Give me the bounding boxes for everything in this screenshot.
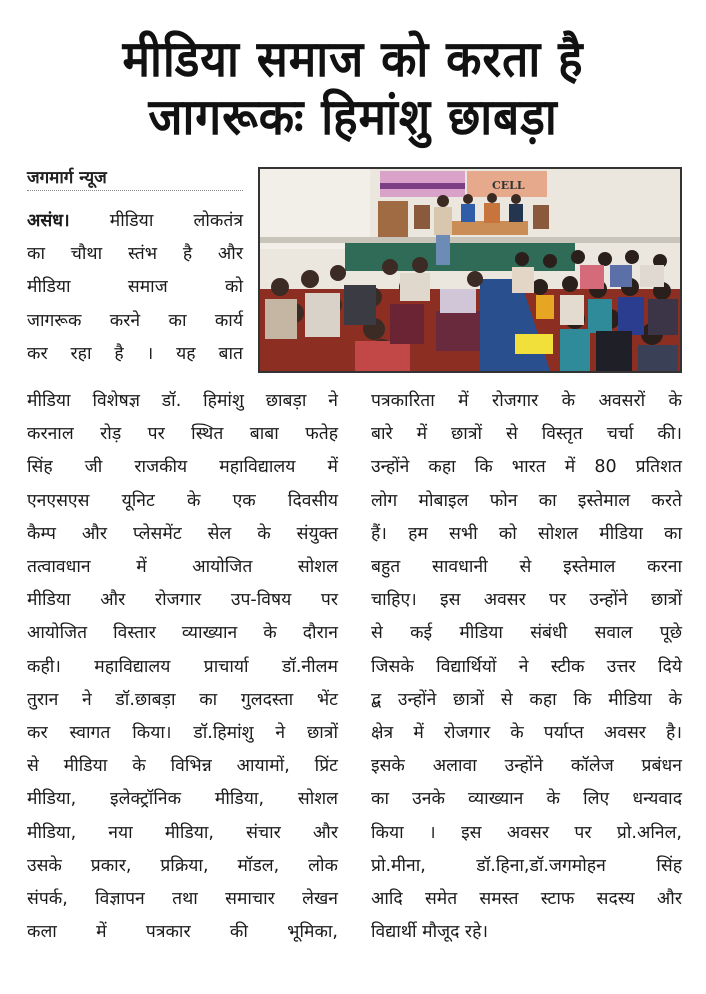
column-1-line: मीडिया, नया मीडिया, संचार और [27,822,338,843]
column-1-line: मीडिया, इलेक्ट्रॉनिक मीडिया, सोशल [27,789,338,810]
intro-line: मीडिया समाज को [27,277,243,298]
column-1-line: कर स्वागत किया। डॉ.हिमांशु ने छात्रों [27,723,338,744]
intro-line: मीडिया लोकतंत्र [109,211,243,231]
column-2-line: प्रो.मीना, डॉ.हिना,डॉ.जगमोहन सिंह [371,855,682,876]
column-1-line: कैम्प और प्लेसमेंट सेल के संयुक्त [27,523,338,544]
column-1-line: से मीडिया के विभिन्न आयामों, प्रिंट [27,756,338,777]
svg-text:CELL: CELL [492,179,525,192]
column-1-line: मीडिया विशेषज्ञ डॉ. हिमांशु छाबड़ा ने [27,391,338,411]
column-1-line: मीडिया और रोजगार उप-विषय पर [27,590,338,611]
intro-line: का चौथा स्तंभ है और [27,244,243,265]
column-1-line: संपर्क, विज्ञापन तथा समाचार लेखन [27,889,338,910]
dateline: असंध। [27,211,70,231]
column-2-line: द्ब उन्होंने छात्रों से कहा कि मीडिया के [371,689,682,710]
intro-line: कर रहा है । यह बात [27,343,243,364]
column-2-line: बहुत सावधानी से इस्तेमाल करना [371,557,682,578]
column-1-line: कही। महाविद्यालय प्राचार्या डॉ.नीलम [27,656,338,677]
news-photo [258,167,682,373]
column-2-line: उन्होंने कहा कि भारत में 80 प्रतिशत [371,457,682,478]
column-2-line: क्षेत्र में रोजगार के पर्याप्त अवसर है। [371,723,682,744]
headline [28,30,678,146]
column-2-line: लोग मोबाइल फोन का इस्तेमाल करते [371,490,682,511]
column-2-line: से कई मीडिया संबंधी सवाल पूछे [371,623,682,644]
column-2-line: का उनके व्याख्यान के लिए धन्यवाद [371,789,682,810]
column-2-line: बारे में छात्रों से विस्तृत चर्चा की। [371,424,682,445]
column-1-line: तुरान ने डॉ.छाबड़ा का गुलदस्ता भेंट [27,689,338,710]
headline-line-1: मीडिया समाज को करता है [122,30,584,88]
column-2-line: आदि समेत समस्त स्टाफ सदस्य और [371,889,682,910]
headline-line-2: जागरूकः हिमांशु छाबड़ा [148,88,558,146]
column-1-line: उसके प्रकार, प्रक्रिया, मॉडल, लोक [27,855,338,876]
column-1-line: तत्वावधान में आयोजित सोशल [27,557,338,578]
column-2-line: जिसके विद्यार्थियों ने स्टीक उत्तर दिये [371,656,682,677]
article-column-1 [27,385,338,949]
column-2-line: किया । इस अवसर पर प्रो.अनिल, [371,822,682,843]
intro-paragraph [27,205,243,371]
article-column-2 [371,385,682,949]
column-2-line: विद्यार्थी मौजूद रहे। [371,922,489,943]
column-2-line: इसके अलावा उन्होंने कॉलेज प्रबंधन [371,756,682,777]
column-1-line: सिंह जी राजकीय महाविद्यालय में [27,457,338,478]
column-2-line: चाहिए। इस अवसर पर उन्होंने छात्रों [371,590,682,611]
byline: जगमार्ग न्यूज [27,167,243,191]
column-1-line: एनएसएस यूनिट के एक दिवसीय [27,490,338,511]
column-1-line: करनाल रोड़ पर स्थित बाबा फतेह [27,424,338,445]
column-1-line: आयोजित विस्तार व्याख्यान के दौरान [27,623,338,644]
intro-line: जागरूक करने का कार्य [27,310,243,331]
column-2-line: पत्रकारिता में रोजगार के अवसरों के [371,391,682,411]
seminar-photo-illustration [260,169,680,371]
column-1-line: कला में पत्रकार की भूमिका, [27,922,338,943]
column-2-line: हैं। हम सभी को सोशल मीडिया का [371,523,682,544]
